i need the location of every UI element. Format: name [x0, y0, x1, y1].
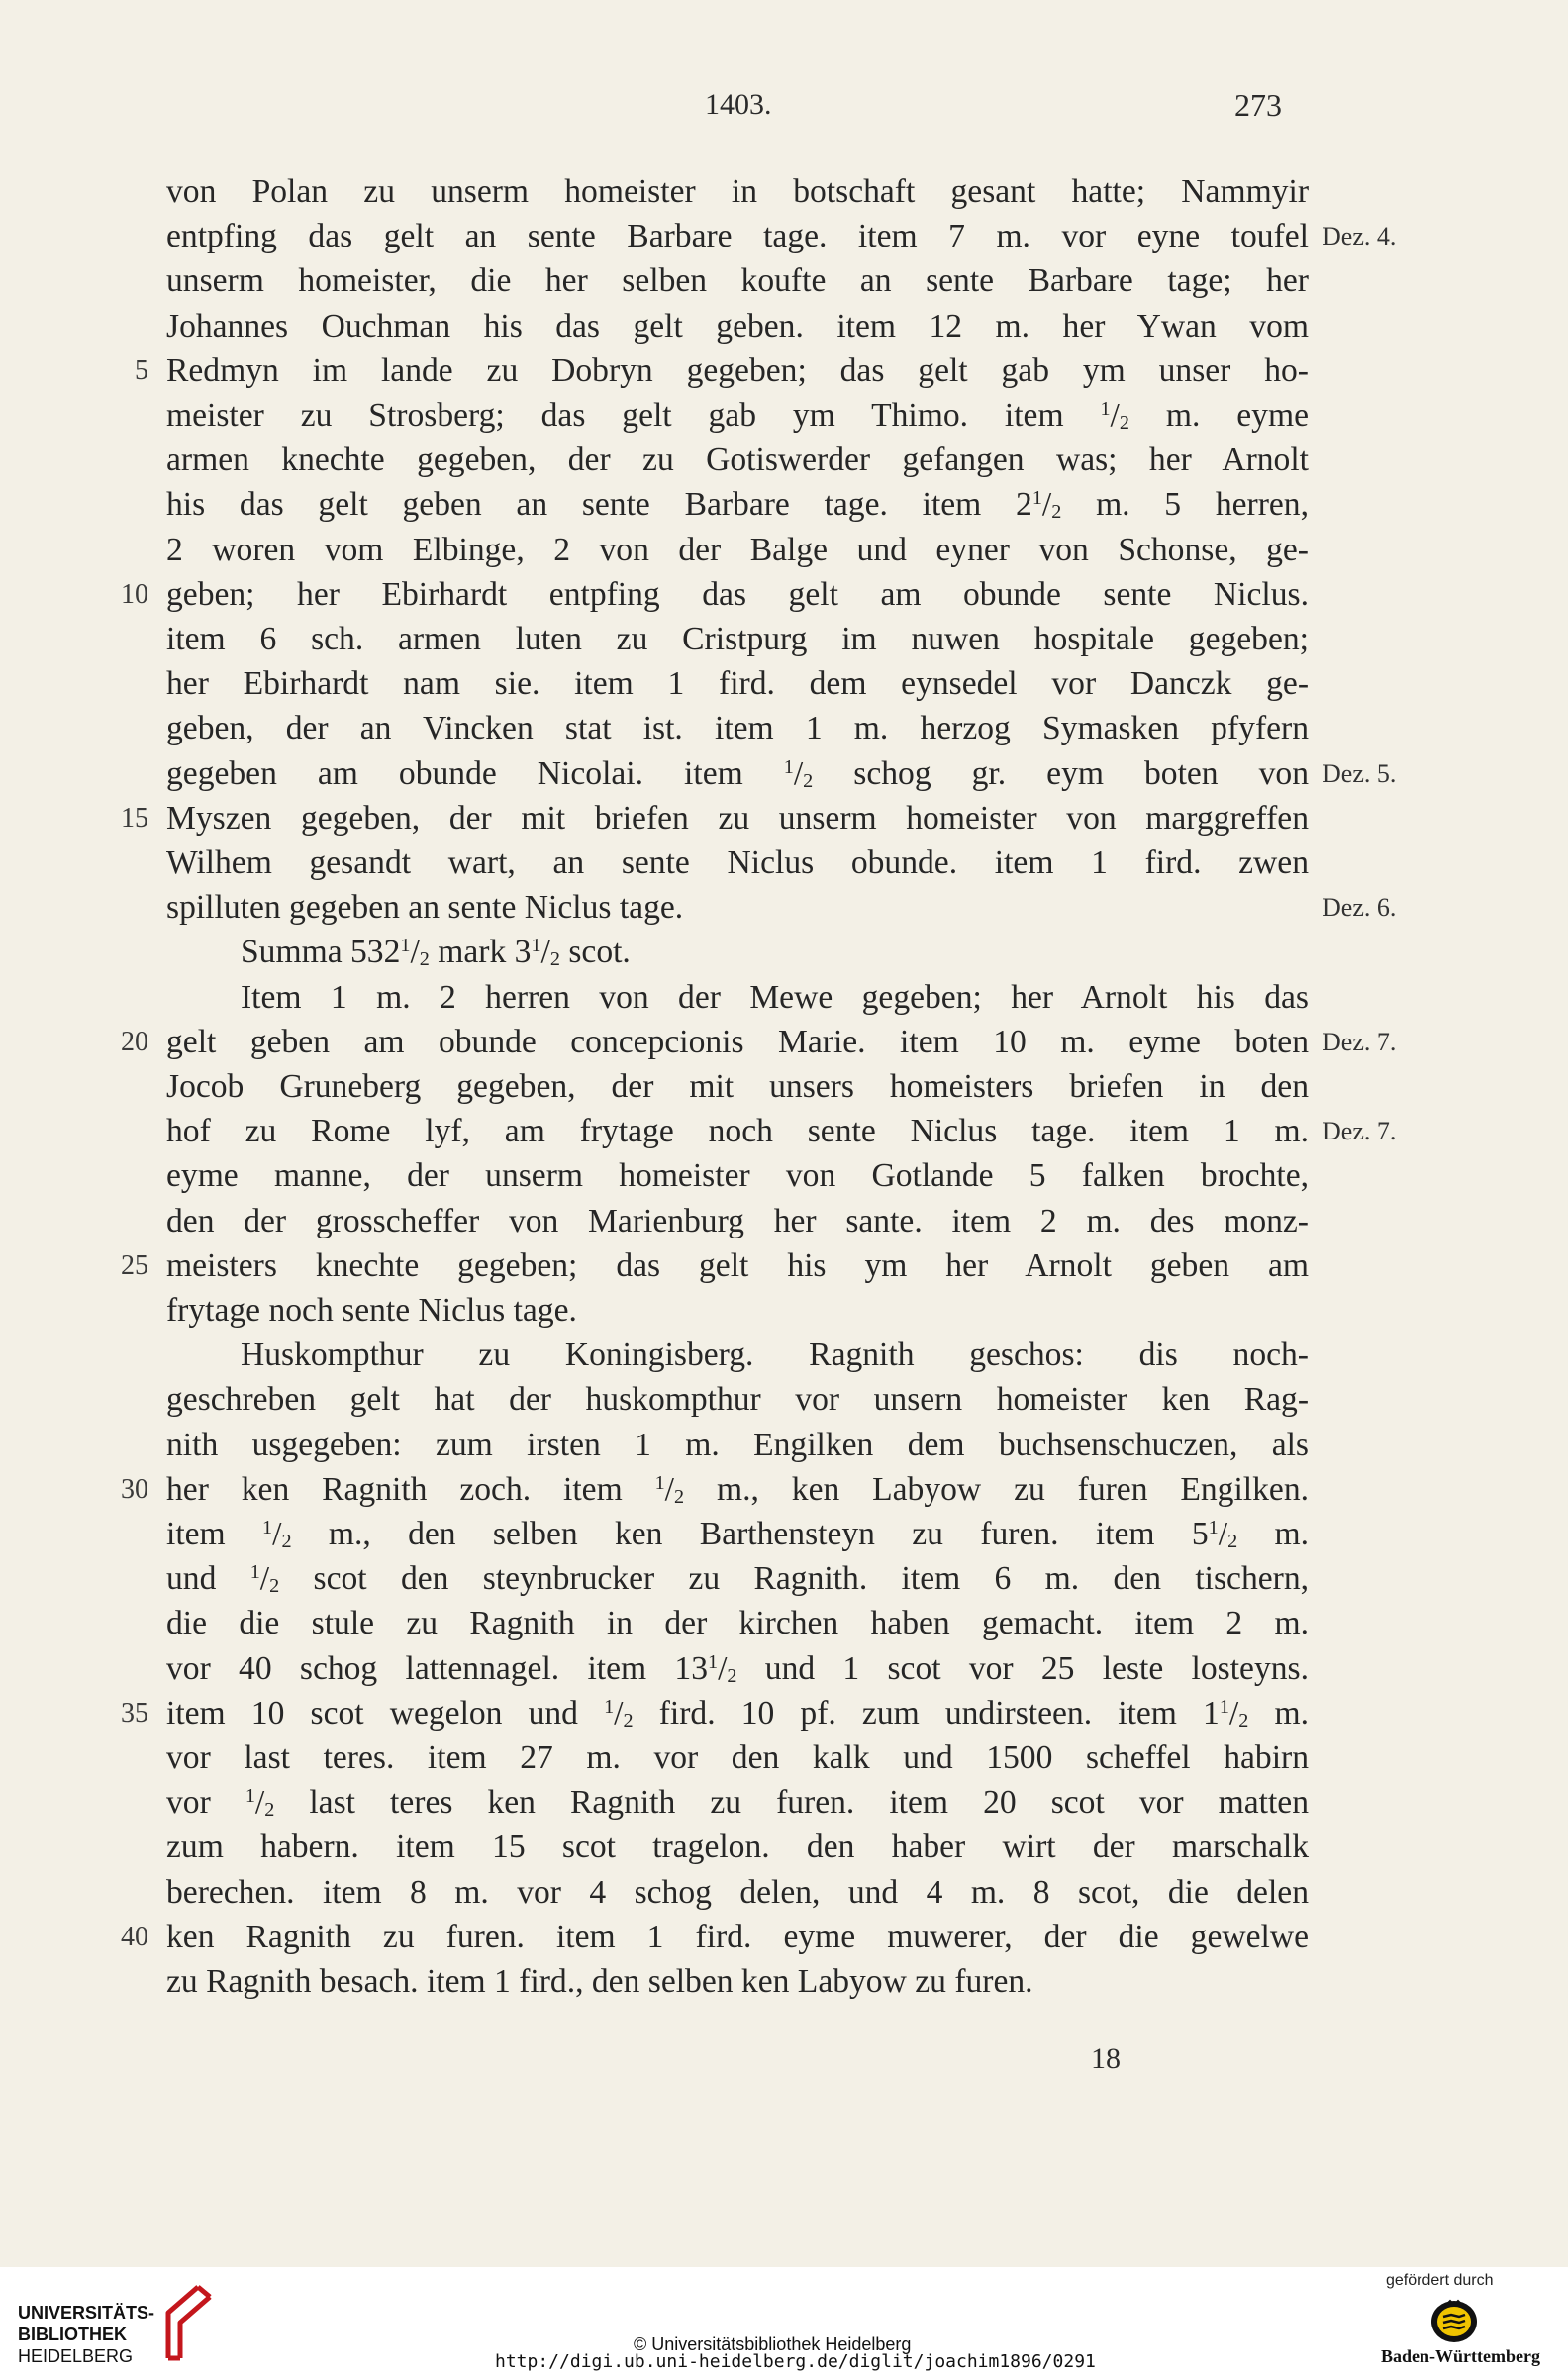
funded-by-label: gefördert durch	[1386, 2272, 1494, 2289]
line-number: 35	[121, 1698, 148, 1729]
copyright-notice: © Universitätsbibliothek Heidelberg	[634, 2334, 912, 2354]
text-line: Wilhem gesandt wart, an sente Niclus obunde. item 1 fird. zwen	[166, 844, 1309, 881]
text-line: vor 40 schog lattennagel. item $13^1/_2$ und 1 scot vor 25 leste losteyns.	[166, 1650, 1309, 1688]
text-line: zu Ragnith besach. item 1 fird., den selben ken Labyow zu furen.	[166, 1963, 1033, 2000]
text-line: vor $^1/_2$ last teres ken Ragnith zu furen. item 20 scot vor matten	[166, 1784, 1310, 1822]
text-line: spilluten gegeben an sente Niclus tage.	[166, 889, 684, 926]
text-line: item 6 sch. armen luten zu Cristpurg im nuwen hospitale gegeben;	[166, 621, 1309, 657]
text-line: meisters knechte gegeben; das gelt his ym her Arnolt geben am	[166, 1247, 1309, 1284]
text-line: 2 woren vom Elbinge, 2 von der Balge und eyner von Schonse, ge-	[166, 532, 1309, 568]
text-line: geben; her Ebirhardt entpfing das gelt am obunde sente Niclus.	[166, 576, 1309, 613]
running-head-year: 1403.	[705, 88, 772, 121]
line-number: 25	[121, 1250, 148, 1281]
permalink-url[interactable]: http://digi.ub.uni-heidelberg.de/diglit/joachim1896/0291	[495, 2351, 1096, 2372]
margin-date-note: Dez. 6.	[1323, 893, 1397, 922]
text-line: Myszen gegeben, der mit briefen zu unserm homeister von marggreffen	[166, 800, 1309, 837]
text-line: armen knechte gegeben, der zu Gotiswerder gefangen was; her Arnolt	[166, 442, 1309, 478]
baden-wuerttemberg-coat-of-arms-icon	[1429, 2299, 1479, 2349]
text-line: frytage noch sente Niclus tage.	[166, 1292, 577, 1329]
text-line: Jocob Gruneberg gegeben, der mit unsers homeisters briefen in den	[166, 1068, 1309, 1105]
line-number: 30	[121, 1474, 148, 1505]
text-line: her Ebirhardt nam sie. item 1 fird. dem eynsedel vor Danczk ge-	[166, 665, 1309, 702]
margin-date-note: Dez. 7.	[1323, 1028, 1397, 1056]
text-line: her ken Ragnith zoch. item $^1/_2$ m., ken Labyow zu furen Engilken.	[166, 1471, 1309, 1509]
line-number: 15	[121, 803, 148, 834]
line-number: 5	[135, 355, 148, 386]
text-line: his das gelt geben an sente Barbare tage. item $2^1/_2$ m. 5 herren,	[166, 486, 1309, 524]
footer	[0, 2267, 1568, 2376]
library-name-line-1: UNIVERSITÄTS-	[18, 2303, 155, 2323]
text-line: zum habern. item 15 scot tragelon. den haber wirt der marschalk	[166, 1829, 1309, 1865]
text-line: unserm homeister, die her selben koufte an sente Barbare tage; her	[166, 262, 1309, 299]
line-number: 20	[121, 1027, 148, 1057]
text-line: meister zu Strosberg; das gelt gab ym Thimo. item $^1/_2$ m. eyme	[166, 397, 1309, 435]
line-number: 10	[121, 579, 148, 610]
text-line: von Polan zu unserm homeister in botschaft gesant hatte; Nammyir	[166, 173, 1309, 210]
text-line: ken Ragnith zu furen. item 1 fird. eyme muwerer, der die gewelwe	[166, 1919, 1309, 1955]
text-line: den der grosscheffer von Marienburg her sante. item 2 m. des monz-	[166, 1203, 1309, 1239]
text-line: vor last teres. item 27 m. vor den kalk und 1500 scheffel habirn	[166, 1739, 1309, 1776]
text-line: Summa $532^1/_2$ mark $3^1/_2$ scot.	[241, 934, 631, 971]
text-line: geschreben gelt hat der huskompthur vor unsern homeister ken Rag-	[166, 1381, 1309, 1418]
library-name-line-2: BIBLIOTHEK	[18, 2325, 127, 2344]
margin-date-note: Dez. 5.	[1323, 759, 1397, 788]
text-line: berechen. item 8 m. vor 4 schog delen, und 4 m. 8 scot, die delen	[166, 1874, 1309, 1911]
text-line: nith usgegeben: zum irsten 1 m. Engilken dem buchsenschuczen, als	[166, 1427, 1309, 1463]
text-line: und $^1/_2$ scot den steynbrucker zu Ragnith. item 6 m. den tischern,	[166, 1560, 1310, 1598]
ub-heidelberg-logo-icon	[158, 2283, 216, 2367]
text-line: die die stule zu Ragnith in der kirchen haben gemacht. item 2 m.	[166, 1605, 1309, 1641]
text-line: item 10 scot wegelon und $^1/_2$ fird. 10 pf. zum undirsteen. item $1^1/_2$ m.	[166, 1695, 1309, 1732]
text-line: Item 1 m. 2 herren von der Mewe gegeben; her Arnolt his das	[241, 979, 1309, 1016]
margin-date-note: Dez. 4.	[1323, 222, 1397, 250]
text-line: gegeben am obunde Nicolai. item $^1/_2$ schog gr. eym boten von	[166, 755, 1309, 793]
signature-mark: 18	[1091, 2042, 1121, 2075]
page-number: 273	[1234, 87, 1282, 123]
text-line: entpfing das gelt an sente Barbare tage. item 7 m. vor eyne toufel	[166, 218, 1309, 254]
text-line: hof zu Rome lyf, am frytage noch sente Niclus tage. item 1 m.	[166, 1113, 1309, 1149]
text-line: gelt geben am obunde concepcionis Marie. item 10 m. eyme boten	[166, 1024, 1309, 1060]
sponsor-name: Baden-Württemberg	[1381, 2346, 1540, 2366]
text-line: Redmyn im lande zu Dobryn gegeben; das gelt gab ym unser ho-	[166, 352, 1309, 389]
text-line: eyme manne, der unserm homeister von Gotlande 5 falken brochte,	[166, 1157, 1309, 1194]
margin-date-note: Dez. 7.	[1323, 1117, 1397, 1145]
text-line: Huskompthur zu Koningisberg. Ragnith geschos: dis noch-	[241, 1336, 1309, 1373]
text-line: geben, der an Vincken stat ist. item 1 m. herzog Symasken pfyfern	[166, 710, 1309, 746]
text-line: Johannes Ouchman his das gelt geben. item 12 m. her Ywan vom	[166, 308, 1309, 345]
library-name-line-3: HEIDELBERG	[18, 2346, 134, 2366]
line-number: 40	[121, 1922, 148, 1952]
text-line: item $^1/_2$ m., den selben ken Barthensteyn zu furen. item $5^1/_2$ m.	[166, 1516, 1309, 1553]
